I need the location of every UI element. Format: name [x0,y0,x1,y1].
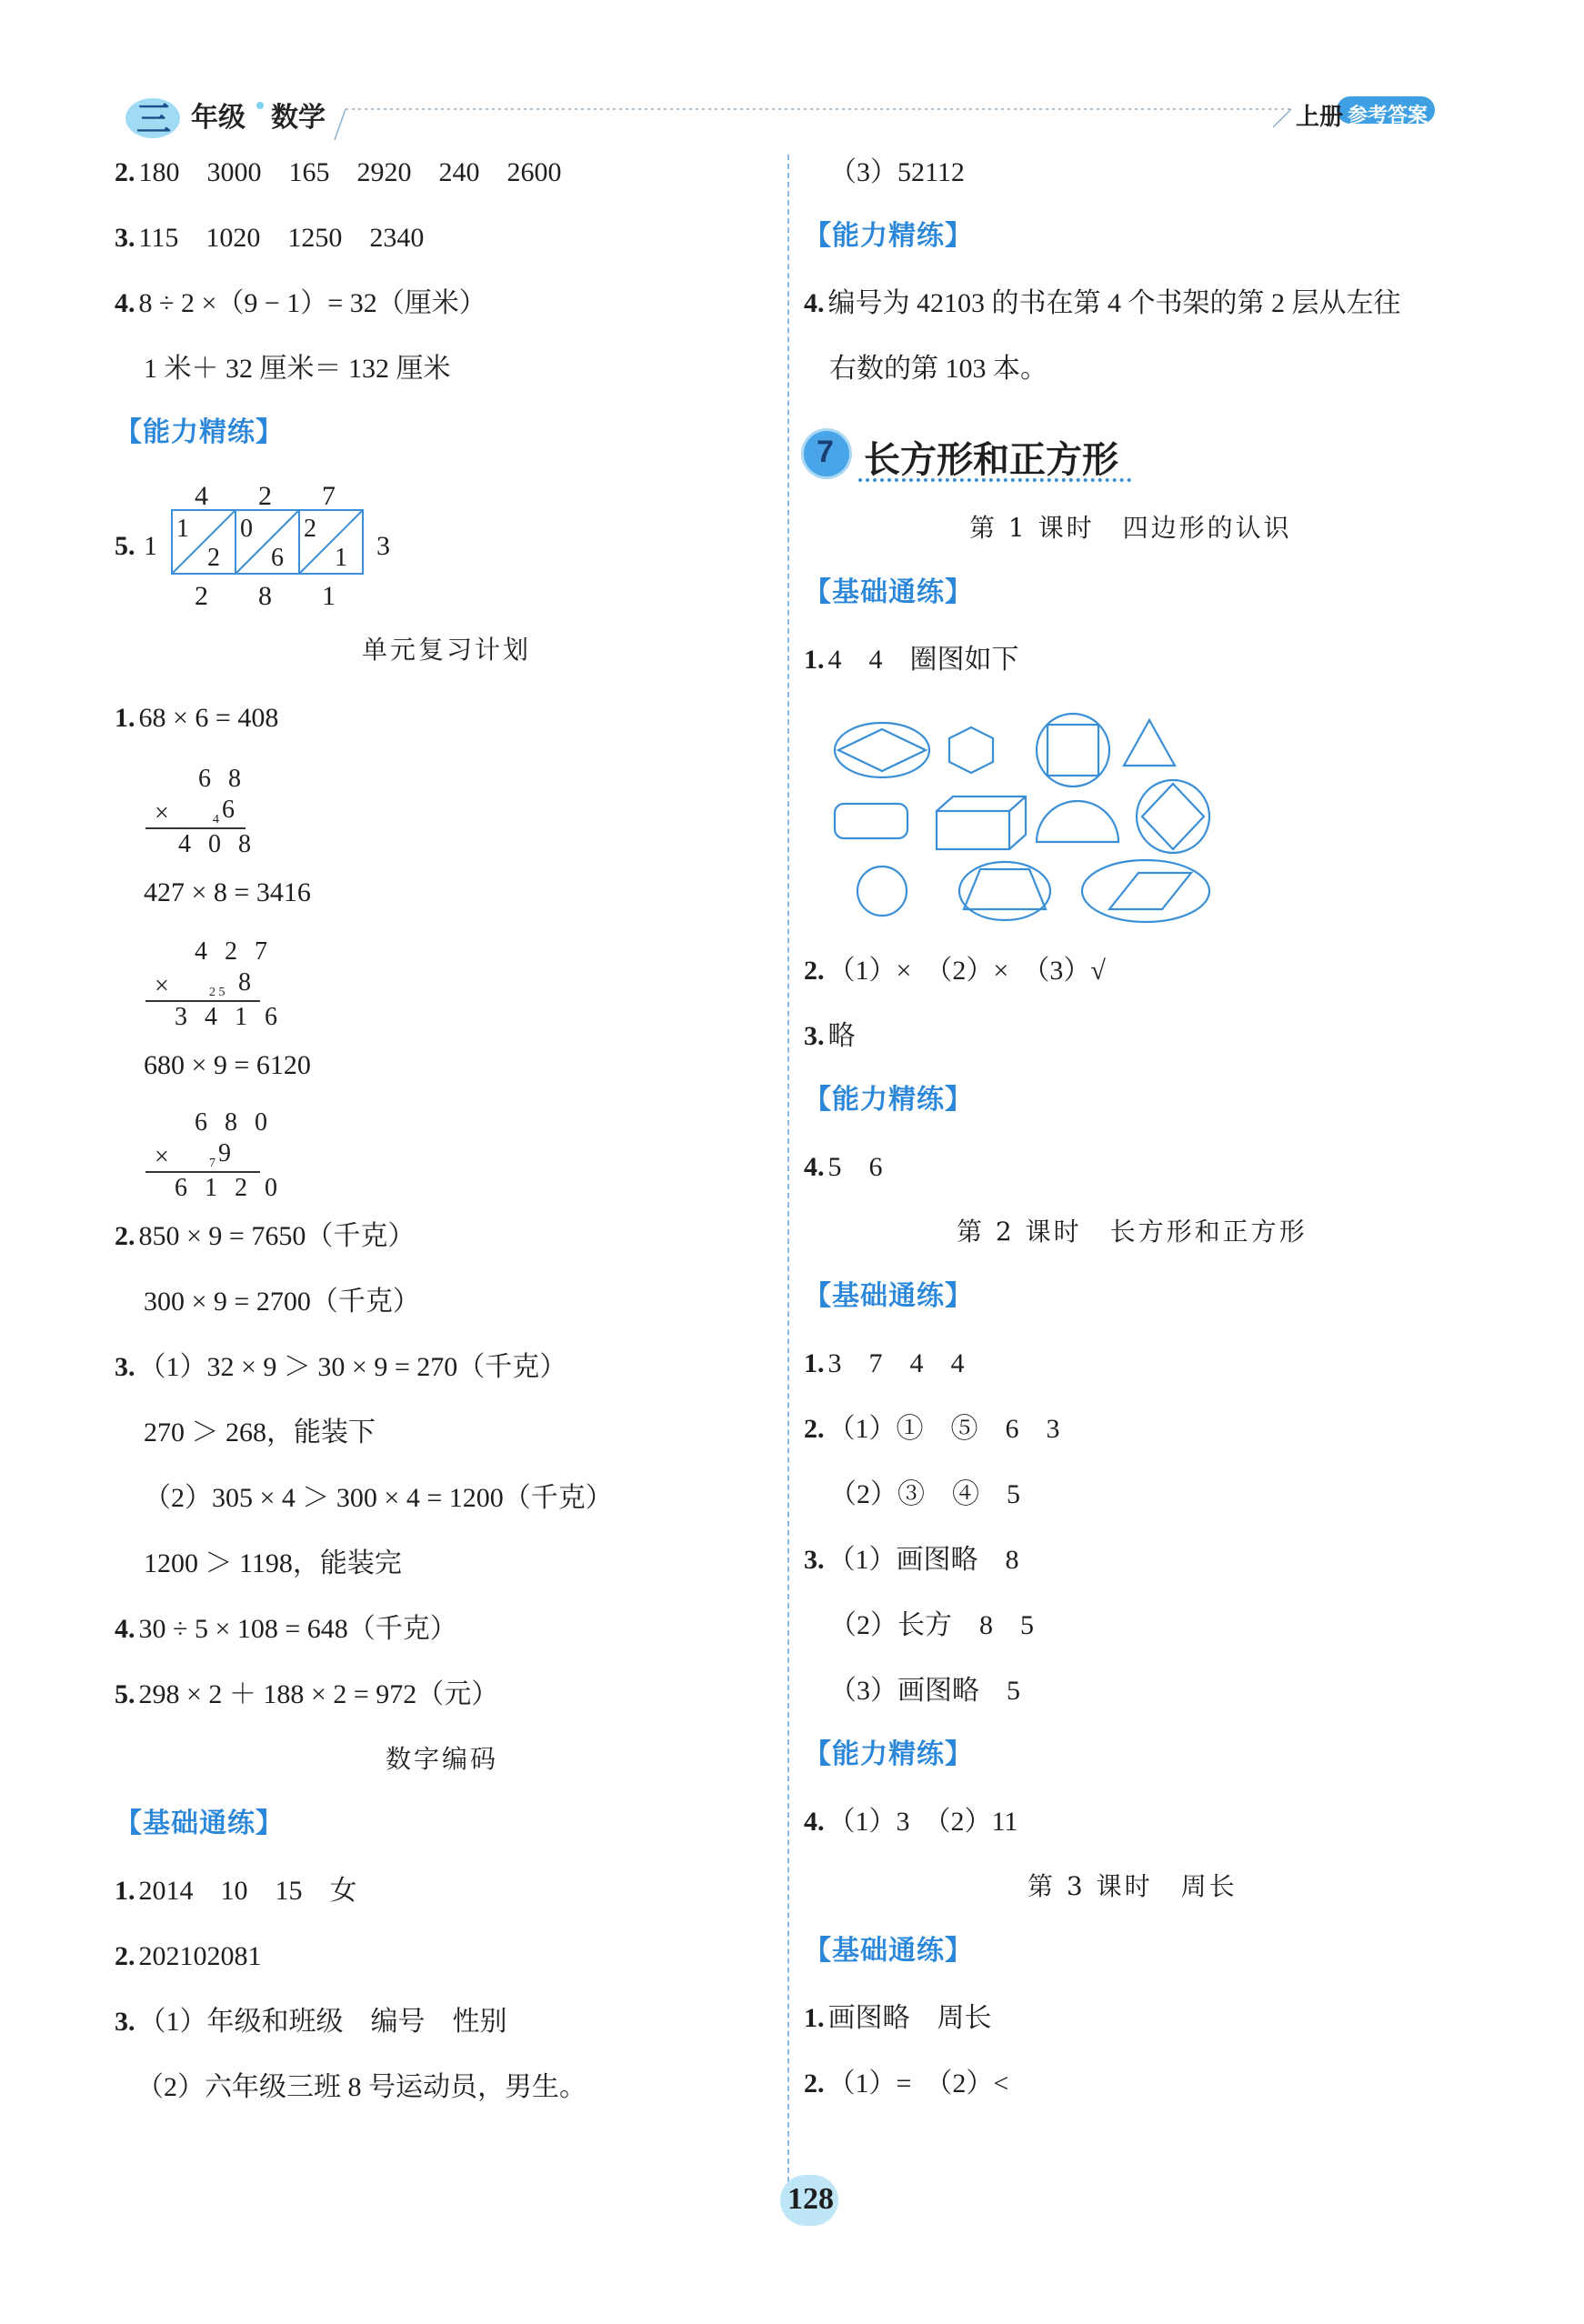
chapter-number: 7 [817,435,834,469]
page-number: 128 [787,2182,834,2216]
lesson1-answer-3: 3. 略 [804,1021,856,1051]
carry-digit: 7 [209,1157,216,1170]
review-answer-3d: 1200 ＞ 1198，能装完 [144,1548,402,1578]
column-divider [787,155,789,2182]
lattice-cell-digit: 6 [271,544,284,572]
chapter-title: 长方形和正方形 [864,439,1118,481]
lesson3-answer-2: 2. （1）= （2）< [804,2069,1009,2099]
review-answer-1: 1. 68 × 6 = 408 [115,703,279,733]
volume-label: 上册 [1296,104,1344,131]
code-answer-1: 1. 2014 10 15 女 [115,1876,357,1906]
lattice-cell-digit: 0 [240,515,253,543]
multiplier: 8 [238,968,256,997]
section-tag-basic: 【基础通练】 [804,1935,973,1967]
review-answer-5: 5. 298 × 2 ＋ 188 × 2 = 972（元） [115,1679,499,1709]
multiply-sign: × [155,799,175,827]
hexagon-shape [949,727,993,773]
lesson3-answer-1: 1. 画图略 周长 [804,2003,992,2033]
section-tag-ability: 【能力精练】 [115,416,284,448]
product: 6 1 2 0 [175,1174,283,1202]
lattice-number: 5. [115,531,135,561]
grade-label: 年级 [191,102,246,134]
header-dot [256,102,264,109]
lesson2-answer-2: 2. （1）① ⑤ 6 3 [804,1414,1060,1444]
lesson1-answer-1: 1. 4 4 圈图如下 [804,645,1019,675]
ellipse-trapezoid-shape [959,862,1050,920]
section-tag-ability: 【能力精练】 [804,220,973,252]
circle-square-shape [1037,714,1109,786]
answer-3-part3: （3）52112 [829,157,965,187]
lattice-bottom-digit: 1 [322,581,336,611]
carry-digit: 2 5 [209,986,226,999]
review-answer-1c: 680 × 9 = 6120 [144,1050,311,1080]
lattice-right-digit: 3 [376,531,390,561]
lesson1-answer-4: 4. 5 6 [804,1152,883,1182]
answers-badge: 参考答案 [1348,105,1429,127]
answer-3: 3. 115 1020 1250 2340 [115,223,425,253]
answer-4-line2: 右数的第 103 本。 [829,354,1048,384]
lesson2-answer-3c: （3）画图略 5 [829,1676,1020,1706]
review-answer-4: 4. 30 ÷ 5 × 108 = 648（千克） [115,1614,457,1644]
multiply-sign: × [155,972,175,1000]
lattice-cell-digit: 2 [207,544,220,572]
lesson2-answer-2b: （2）③ ④ 5 [829,1479,1020,1509]
product: 3 4 1 6 [175,1003,283,1031]
section-tag-basic: 【基础通练】 [115,1808,284,1839]
answer-4: 4. 8 ÷ 2 ×（9 − 1）= 32（厘米） [115,288,486,318]
answer-2: 2. 180 3000 165 2920 240 2600 [115,157,562,187]
answer-4: 4. 编号为 42103 的书在第 4 个书架的第 2 层从左往 [804,288,1401,318]
review-answer-3b: 270 ＞ 268，能装下 [144,1417,376,1447]
code-answer-2: 2. 202102081 [115,1941,262,1971]
lesson-title-code: 数字编码 [386,1744,499,1774]
section-tag-ability: 【能力精练】 [804,1738,973,1770]
multiplicand: 6 8 0 [195,1108,273,1137]
multiply-sign: × [155,1143,175,1171]
carry-digit: 4 [213,813,219,826]
lattice-cell-digit: 2 [304,515,316,543]
ellipse-rhombus-shape [835,723,929,777]
product: 4 0 8 [178,830,256,858]
lattice-bottom-digit: 2 [195,581,208,611]
lattice-bottom-digit: 8 [258,581,272,611]
lesson1-answer-2: 2. （1）× （2）× （3）√ [804,956,1106,986]
circle-diamond-shape [1137,780,1209,853]
lattice-top-digit: 4 [195,481,208,511]
lesson2-answer-4: 4. （1）3 （2）11 [804,1807,1018,1837]
lesson2-answer-1: 1. 3 7 4 4 [804,1348,965,1378]
review-answer-1b: 427 × 8 = 3416 [144,877,311,907]
lattice-top-digit: 7 [322,481,336,511]
review-answer-3c: （2）305 × 4 ＞ 300 × 4 = 1200（千克） [144,1483,613,1513]
circle-shape [857,866,907,916]
lesson2-answer-3b: （2）长方 8 5 [829,1610,1034,1640]
multiplicand: 6 8 [198,765,246,793]
lattice-left-digit: 1 [144,531,157,561]
lattice-top-digit: 2 [258,481,272,511]
quadrilateral-shapes-figure [818,700,1228,927]
multiplier: 9 [218,1139,236,1167]
grade-digit: 三 [136,99,172,139]
lesson-title-2: 第 2 课时 长方形和正方形 [957,1217,1308,1247]
chapter-underline [858,478,1131,482]
section-tag-ability: 【能力精练】 [804,1084,973,1116]
lesson-title-3: 第 3 课时 周长 [1028,1871,1238,1901]
review-answer-2b: 300 × 9 = 2700（千克） [144,1287,420,1317]
code-answer-3: 3. （1）年级和班级 编号 性别 [115,2007,507,2037]
triangle-shape [1124,720,1175,766]
lesson2-answer-3: 3. （1）画图略 8 [804,1545,1019,1575]
lattice-cell-digit: 1 [335,544,347,572]
section-tag-basic: 【基础通练】 [804,1280,973,1312]
section-tag-basic: 【基础通练】 [804,576,973,608]
answer-4-line2: 1 米＋ 32 厘米＝ 132 厘米 [144,354,451,384]
subject-label: 数学 [271,102,326,134]
cuboid-shape [937,796,1026,849]
review-answer-2: 2. 850 × 9 = 7650（千克） [115,1221,416,1251]
semicircle-shape [1037,801,1118,842]
review-answer-3: 3. （1）32 × 9 ＞ 30 × 9 = 270（千克） [115,1352,567,1382]
code-answer-3b: （2）六年级三班 8 号运动员，男生。 [136,2072,586,2102]
rounded-rectangle-shape [835,804,907,838]
multiplier: 6 [222,796,240,824]
lesson-title-1: 第 1 课时 四边形的认识 [969,513,1292,543]
lattice-cell-digit: 1 [176,515,189,543]
lesson-title-review: 单元复习计划 [362,635,532,665]
ellipse-parallelogram-shape [1082,860,1209,922]
multiplicand: 4 2 7 [195,937,273,966]
